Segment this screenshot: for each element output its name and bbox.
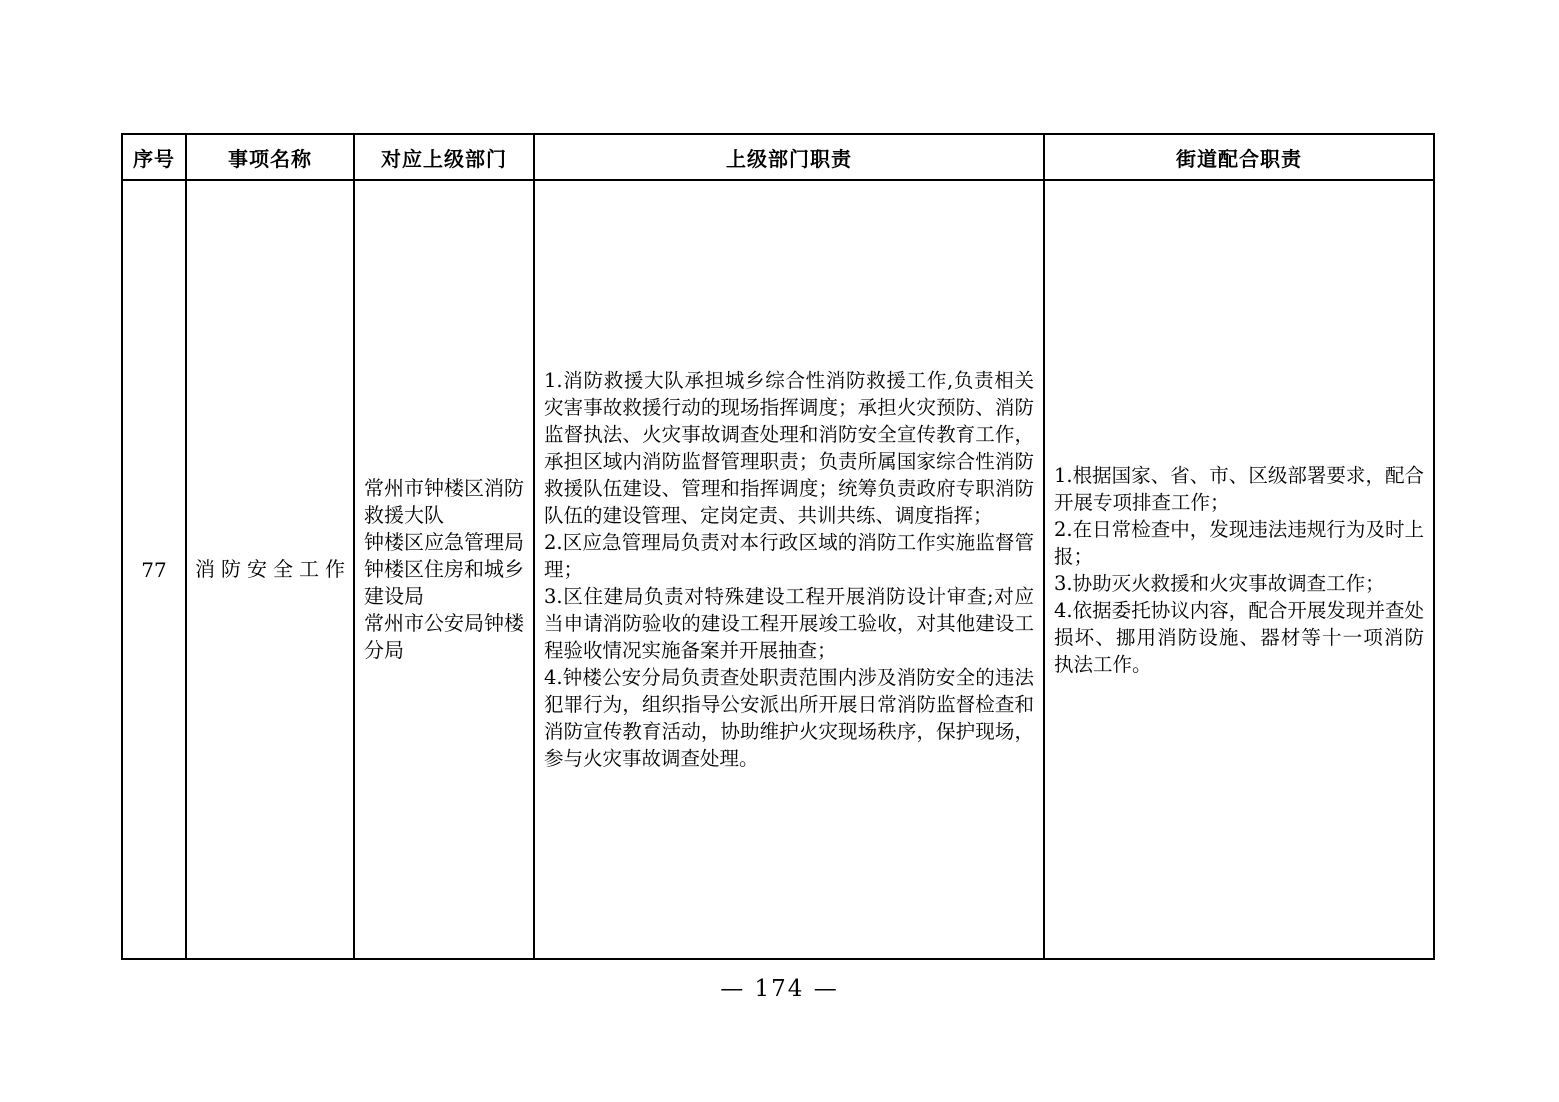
street-duty-item: 1.根据国家、省、市、区级部署要求，配合开展专项排查工作； xyxy=(1054,463,1424,514)
col-header-item-name: 事项名称 xyxy=(186,134,354,180)
street-duty-item: 2.在日常检查中，发现违法违规行为及时上报； xyxy=(1054,517,1424,568)
cell-serial-number: 77 xyxy=(122,180,186,959)
superior-duty-item: 2.区应急管理局负责对本行政区域的消防工作实施监督管理； xyxy=(544,531,1034,581)
cell-superior-duties xyxy=(534,180,1044,959)
cell-street-duties xyxy=(1044,180,1434,959)
cell-item-name xyxy=(186,180,354,959)
col-header-serial: 序号 xyxy=(122,134,186,180)
item-name-text: 消防安全工作 xyxy=(195,557,345,581)
col-header-superior-duties: 上级部门职责 xyxy=(534,134,1044,180)
street-duty-item: 4.依据委托协议内容，配合开展发现并查处损坏、挪用消防设施、器材等十一项消防执法工作。 xyxy=(1054,598,1424,676)
table-header-row xyxy=(122,134,1434,180)
department-item: 钟楼区住房和城乡建设局 xyxy=(364,557,524,608)
table-row xyxy=(122,180,1434,959)
col-header-street-duties: 街道配合职责 xyxy=(1044,134,1434,180)
department-item: 常州市公安局钟楼分局 xyxy=(364,611,524,662)
responsibility-table xyxy=(121,133,1435,960)
page-number: — 174 — xyxy=(720,976,839,1002)
superior-duty-item: 1.消防救援大队承担城乡综合性消防救援工作,负责相关灾害事故救援行动的现场指挥调度；承担火灾预防、消防监督执法、火灾事故调查处理和消防安全宣传教育工作，承担区域内消防监督管理职责；负责所属国家综合性消防救援队伍建设、管理和指挥调度；统筹负责政府专职消防队伍的建设管理、定岗定责、共训共练、调度指挥； xyxy=(544,369,1034,527)
department-item: 常州市钟楼区消防救援大队 xyxy=(364,476,524,527)
street-duty-item: 3.协助灭火救援和火灾事故调查工作； xyxy=(1054,571,1385,595)
department-item: 钟楼区应急管理局 xyxy=(364,530,524,554)
col-header-superior-department: 对应上级部门 xyxy=(354,134,534,180)
superior-duty-item: 3.区住建局负责对特殊建设工程开展消防设计审查;对应当申请消防验收的建设工程开展竣工验收，对其他建设工程验收情况实施备案并开展抽查； xyxy=(544,585,1034,662)
cell-superior-departments xyxy=(354,180,534,959)
superior-duty-item: 4.钟楼公安分局负责查处职责范围内涉及消防安全的违法犯罪行为，组织指导公安派出所开展日常消防监督检查和消防宣传教育活动，协助维护火灾现场秩序，保护现场，参与火灾事故调查处理。 xyxy=(544,666,1034,770)
